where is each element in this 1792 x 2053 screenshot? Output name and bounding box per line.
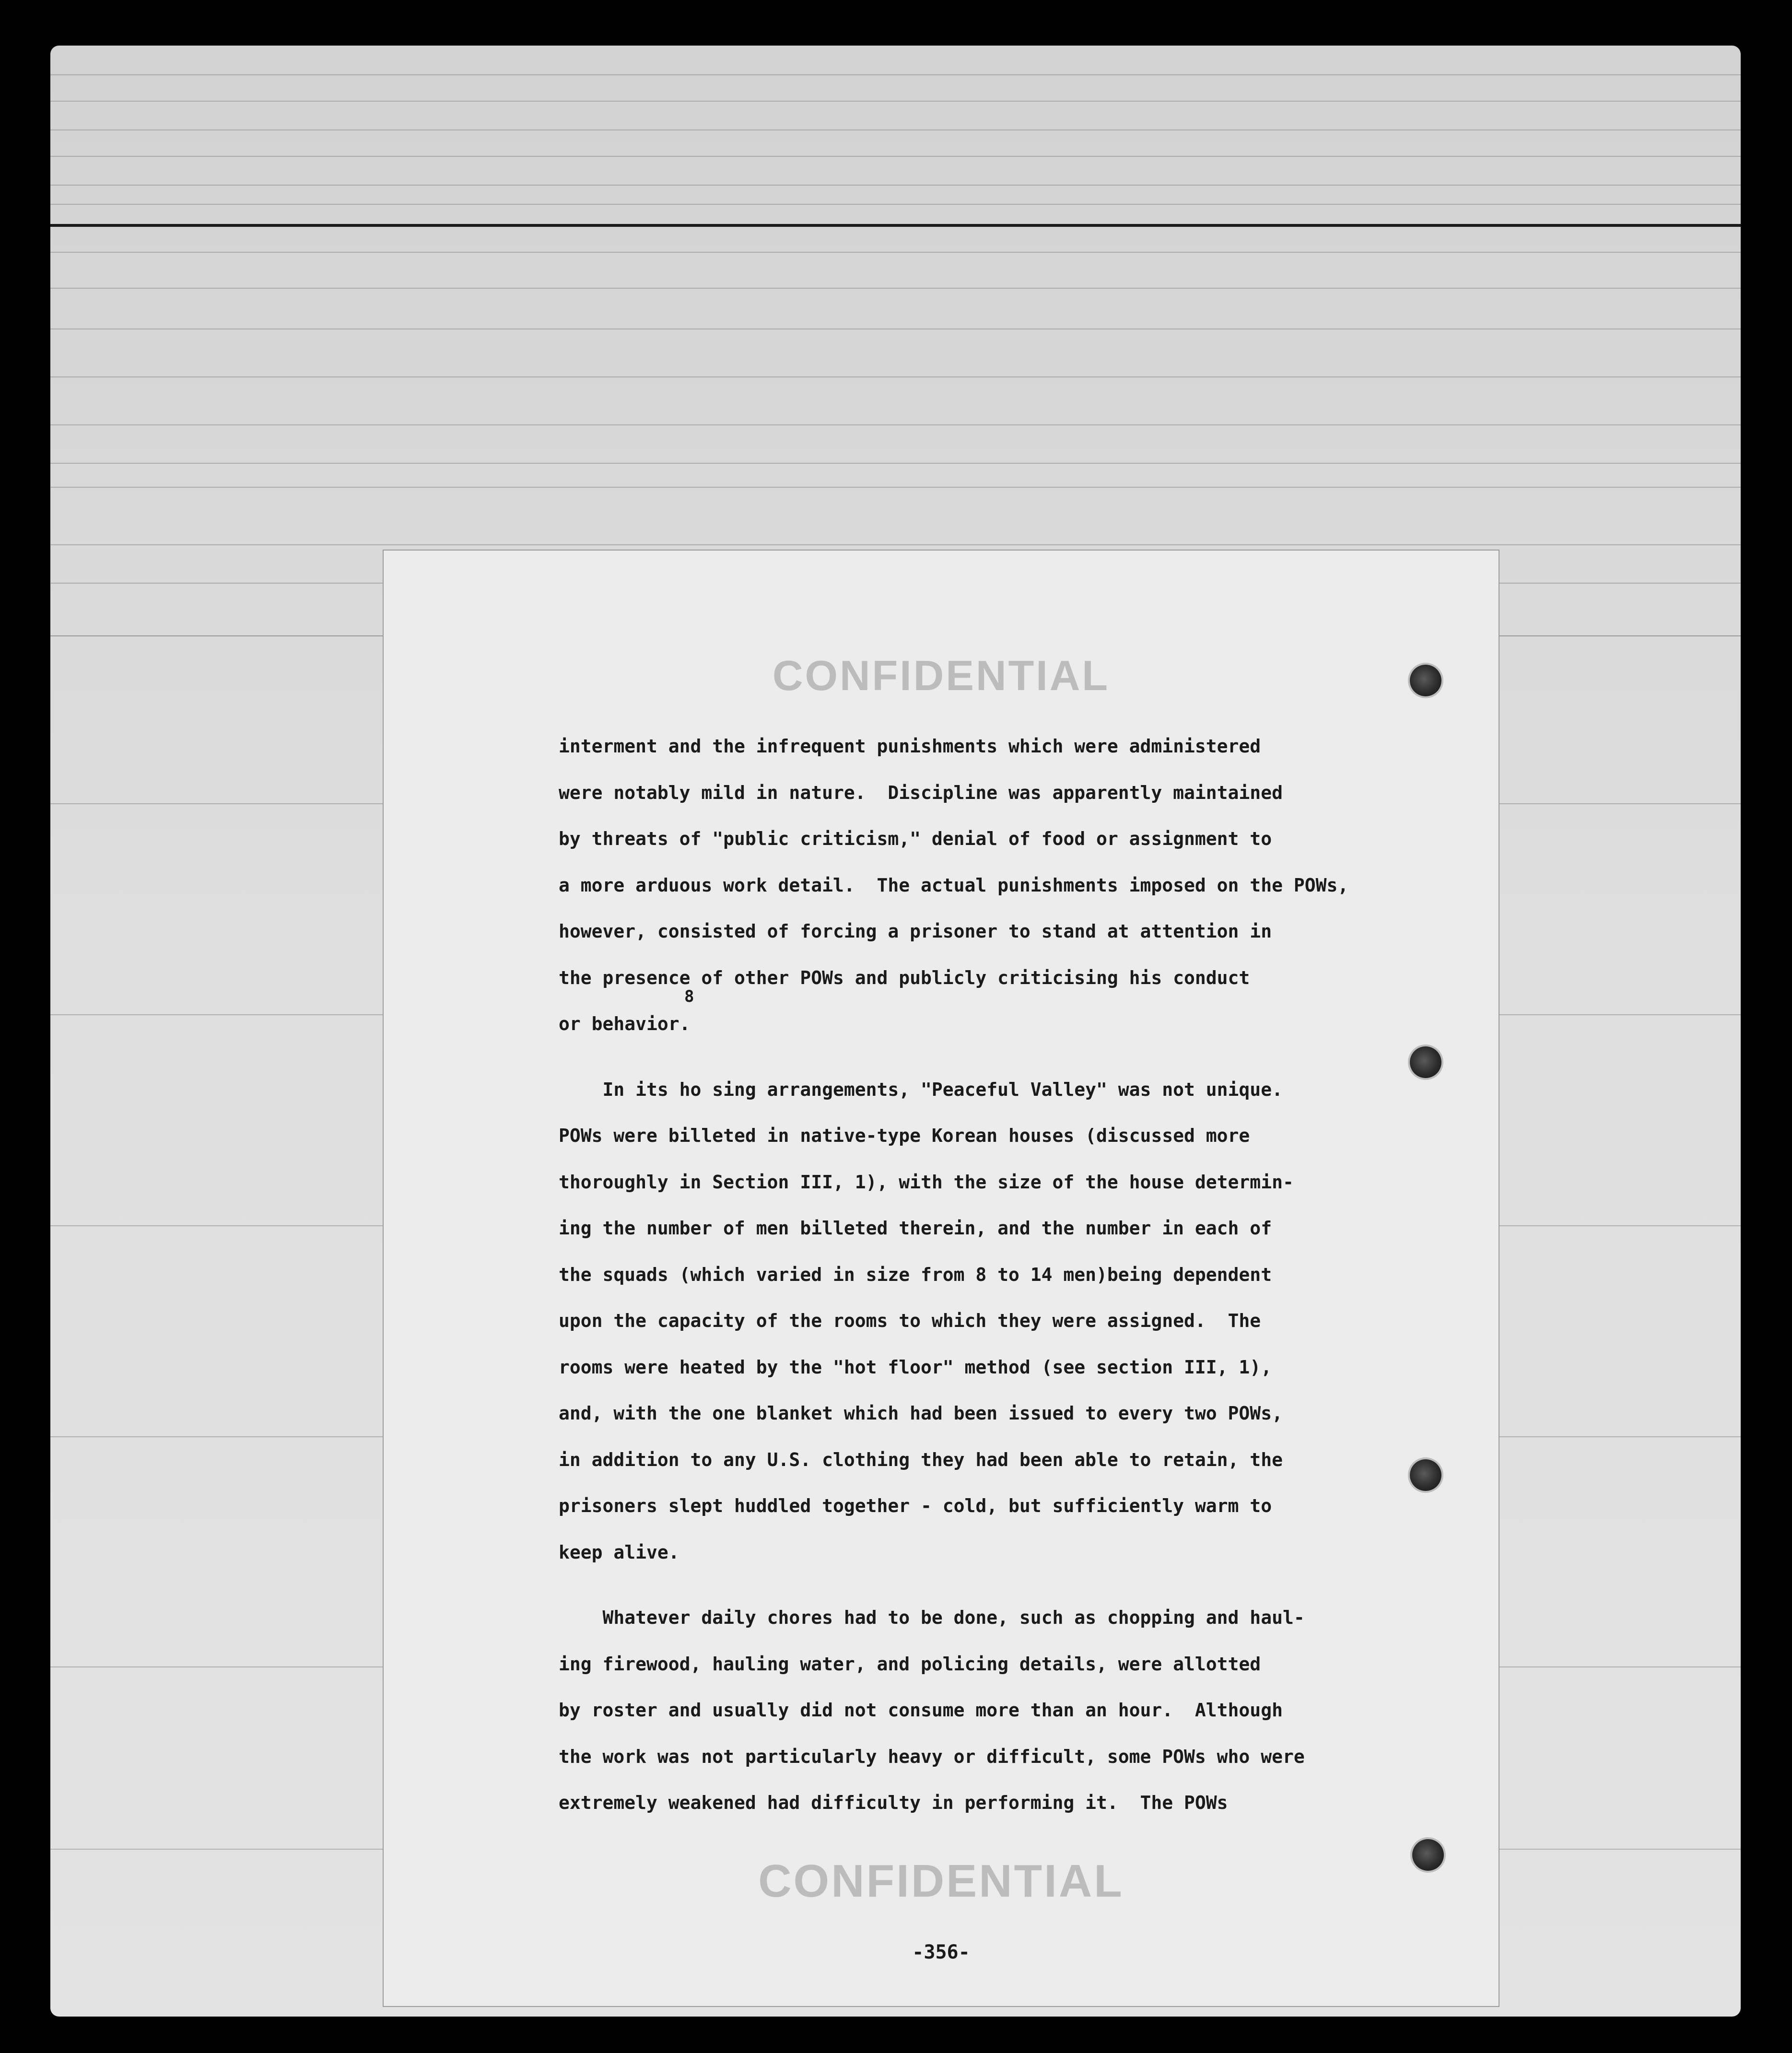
- text-line: rooms were heated by the "hot floor" method (see section III, 1),: [559, 1356, 1272, 1378]
- text-line: keep alive.: [559, 1541, 679, 1563]
- text-line: upon the capacity of the rooms to which they were assigned. The: [559, 1310, 1261, 1331]
- text-line: POWs were billeted in native-type Korean houses (discussed more: [559, 1125, 1250, 1146]
- text-line: in addition to any U.S. clothing they had been able to retain, the: [559, 1449, 1283, 1470]
- text-line: extremely weakened had difficulty in performing it. The POWs: [559, 1792, 1228, 1813]
- text-line: interment and the infrequent punishments which were administered: [559, 736, 1261, 757]
- text-line: thoroughly in Section III, 1), with the size of the house determin-: [559, 1171, 1294, 1193]
- text-line: a more arduous work detail. The actual punishments imposed on the POWs,: [559, 874, 1349, 896]
- text-line: or behavior.: [559, 1013, 691, 1034]
- body-text: [559, 723, 1470, 1826]
- text-line: were notably mild in nature. Discipline was apparently maintained: [559, 782, 1283, 803]
- text-line: however, consisted of forcing a prisoner to stand at attention in: [559, 921, 1272, 942]
- paragraph-gap: [559, 1047, 1470, 1067]
- text-line: the presence of other POWs and publicly criticising his conduct: [559, 967, 1250, 988]
- document-page: [384, 551, 1499, 2006]
- text-line: by threats of "public criticism," denial of food or assignment to: [559, 828, 1272, 849]
- text-line: ing the number of men billeted therein, and the number in each of: [559, 1218, 1272, 1239]
- paragraph-gap: [559, 1575, 1470, 1595]
- footnote-reference: 8: [684, 987, 694, 1006]
- text-line: and, with the one blanket which had been issued to every two POWs,: [559, 1403, 1283, 1424]
- text-line: Whatever daily chores had to be done, such as chopping and haul-: [559, 1607, 1305, 1628]
- text-line: by roster and usually did not consume more than an hour. Although: [559, 1700, 1283, 1721]
- text-line: the work was not particularly heavy or difficult, some POWs who were: [559, 1746, 1305, 1767]
- confidential-stamp-top: CONFIDENTIAL: [772, 652, 1110, 699]
- confidential-stamp-bottom: CONFIDENTIAL: [758, 1855, 1124, 1907]
- page-number: -356-: [912, 1941, 970, 1963]
- text-line: ing firewood, hauling water, and policing details, were allotted: [559, 1653, 1261, 1675]
- text-line: In its ho sing arrangements, "Peaceful Valley" was not unique.: [559, 1079, 1283, 1100]
- text-line: the squads (which varied in size from 8 to 14 men)being dependent: [559, 1264, 1272, 1285]
- text-line: prisoners slept huddled together - cold, but sufficiently warm to: [559, 1495, 1272, 1516]
